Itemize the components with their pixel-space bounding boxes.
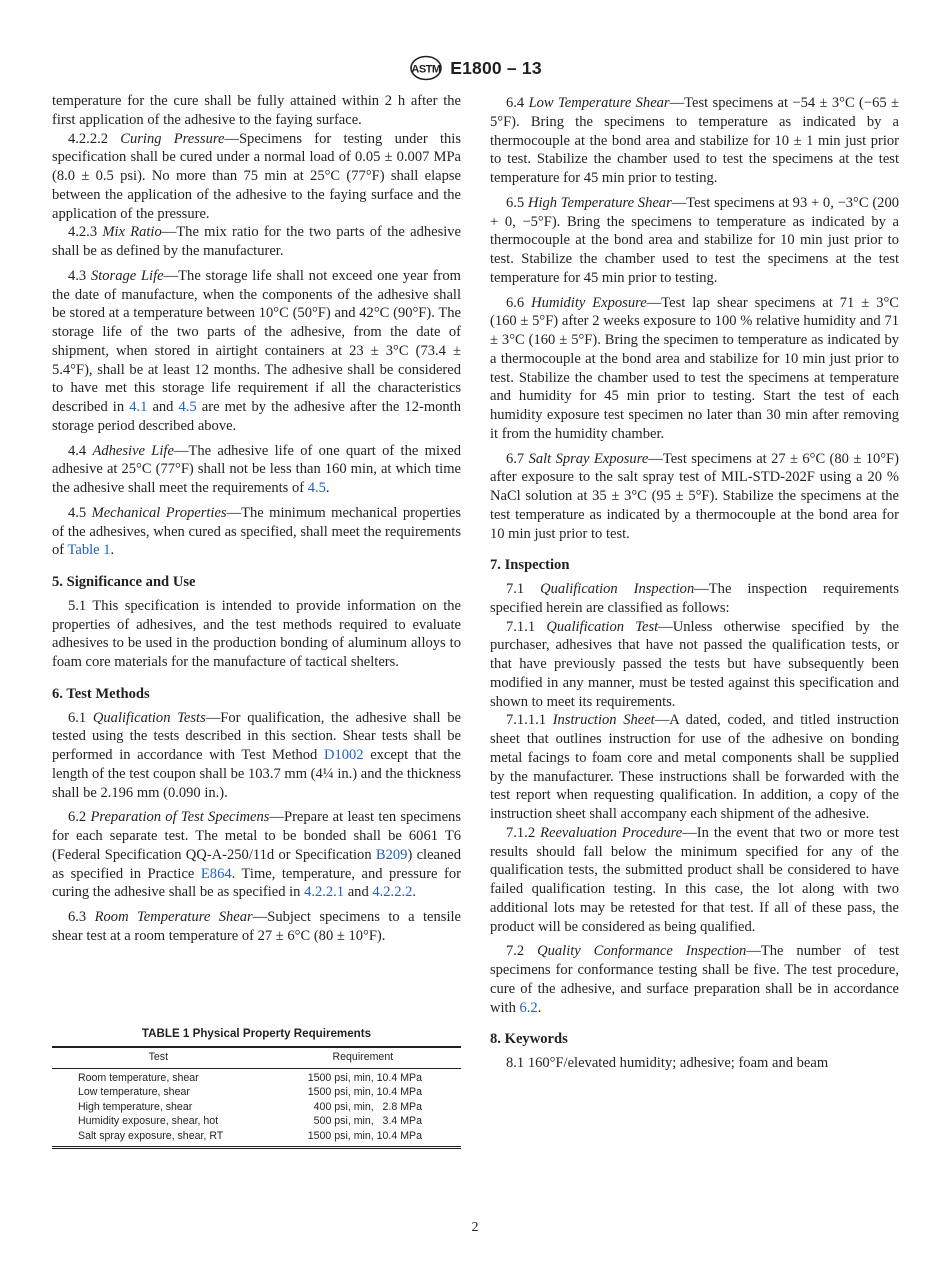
paragraph-6-6 — [490, 294, 899, 444]
paragraph-text: temperature for the cure shall be fully attained within 2 h after the first application of the adhesive to the faying surface. — [52, 93, 461, 128]
section-heading: 7. Inspection — [490, 557, 570, 574]
paragraph-text: . — [110, 542, 115, 559]
paragraph-4-4 — [52, 442, 461, 498]
paragraph-text: 6.3 — [68, 909, 95, 925]
cell-requirement: 1500 psi, min, 10.4 MPa — [307, 1086, 422, 1099]
paragraph-text: 7.1 — [506, 581, 541, 597]
paragraph-6-3 — [52, 908, 461, 946]
section-heading: 5. Significance and Use — [52, 574, 196, 590]
paragraph-text: —Test specimens at 27 ± 6°C (80 ± 10°F) after exposure to the salt spray test of MIL-STD-202F using a 20 % NaCl solution at 35 ± 3°C (95 ± 5°F). Stabilize the specimens at the test temperature as indicated by a thermocouple at the bond area for 10 min just prior to test. — [490, 450, 899, 542]
paragraph-title: Low Temperature Shear — [528, 95, 670, 111]
paragraph-4-5 — [52, 504, 461, 560]
paragraph-text: —For qualification, the adhesive shall be tested using the tests described in this section. Shear tests shall be performed in accordance with Test Method — [52, 709, 461, 763]
cross-reference-link[interactable]: 4.2.2.2 — [372, 884, 413, 901]
cross-reference-link[interactable]: 4.5 — [178, 399, 197, 415]
paragraph-text: —The number of test specimens for conformance testing shall be five. The test procedure, cure of the adhesive, and surface preparation shall be in accordance with — [490, 943, 899, 1016]
cell-test: Low temperature, shear — [78, 1086, 190, 1099]
paragraph-6-1 — [52, 709, 461, 803]
paragraph-text: —In the event that two or more test results should fall below the minimum specified for any of the qualification tests, the submitted product shall be considered to have failed qualification testing. In this case, the lot along with two additional lots may be retested for that test. If all of these pass, the product will be considered as being qualified. — [490, 824, 900, 935]
paragraph-text: —Subject specimens to a tensile shear test at a room temperature of 27 ± 6°C (80 ± 10°F). — [52, 909, 461, 944]
astm-logo-icon — [408, 55, 444, 81]
paragraph-text: —The adhesive life of one quart of the mixed adhesive at 25°C (77°F) shall not be less than 160 min, at which time the adhesive shall meet the requirements of — [52, 442, 461, 496]
paragraph-text: 5.1 This specification is intended to provide information on the properties of adhesives, and the test methods required to evaluate adhesives to be used in the production bonding of aluminum alloys to foam core materials for the manufacture of tactical shelters. — [52, 597, 461, 670]
paragraph-text: —The inspection requirements specified herein are classified as follows: — [490, 581, 899, 616]
paragraph-7-1 — [490, 580, 899, 618]
paragraph-text: 7.1.2 — [506, 824, 541, 841]
cell-requirement: 500 psi, min, 3.4 MPa — [313, 1115, 422, 1128]
paragraph-text: —The storage life shall not exceed one year from the date of manufacture, when the components of the adhesive shall be stored at a temperature between 10°C (50°F) and 42°C (90°F). The storage life of the two parts of the adhesive, from the date of shipment, when stored in airtight containers at 23 ± 3°C (73.4 ± 5.4°F), shall be at least 12 months. The adhesive shall be considered to have met this storage life requirement if all the characteristics described in — [52, 267, 461, 415]
paragraph-6-5 — [490, 194, 899, 288]
paragraph-6-7 — [490, 450, 899, 544]
paragraph-text: 6.4 — [506, 95, 529, 111]
paragraph-text: —Specimens for testing under this specification shall be cured under a normal load of 0.05 ± 0.007 MPa (8.0 ± 0.5 psi). No more than 75 min at 25°C (77°F) shall elapse between the application of the adhesive to the faying surface and the application of the pressure. — [52, 130, 461, 222]
paragraph-text: are met by the adhesive after the 12-month storage period described above. — [52, 399, 461, 434]
paragraph-title: Reevaluation Procedure — [540, 824, 683, 841]
paragraph-text: 6.1 — [68, 709, 93, 726]
cross-reference-link[interactable]: B209 — [375, 846, 408, 863]
cell-test: Salt spray exposure, shear, RT — [78, 1129, 224, 1142]
paragraph-6-4 — [490, 94, 899, 188]
table-row — [52, 1085, 461, 1100]
paragraph-title: Qualification Test — [546, 618, 659, 635]
paragraph-text: 7.1.1.1 — [506, 712, 553, 729]
paragraph-text: 4.5 — [68, 504, 92, 521]
table-header-row — [52, 1047, 461, 1068]
paragraph-text: —A dated, coded, and titled instruction sheet that outlines instruction for use of the adhesive on bonding metal facings to foam core and metal components shall be supplied by the manufacturer. These instructions shall be forwarded with the test report when requesting qualification. In addition, a copy of the instruction sheet shall accompany each shipment of the adhesive. — [490, 712, 899, 822]
paragraph-8-1 — [490, 1054, 899, 1073]
paragraph-title: Storage Life — [90, 267, 164, 284]
left-column — [52, 92, 461, 946]
table-row — [52, 1129, 461, 1147]
paragraph-text: except that the length of the test coupon shall be 103.7 mm (4¼ in.) and the thickness shall be 2.196 mm (0.090 in.). — [52, 747, 461, 801]
paragraph-text: . — [412, 884, 417, 901]
paragraph-title: Adhesive Life — [92, 442, 174, 459]
cross-reference-link[interactable]: Table 1 — [67, 542, 111, 559]
paragraph-text: —The minimum mechanical properties of the adhesives, when cured as specified, shall meet the requirements of — [52, 504, 461, 559]
cross-reference-link[interactable]: 4.5 — [307, 480, 326, 496]
paragraph-text: . Time, temperature, and pressure for curing the adhesive shall be as specified in — [52, 865, 461, 901]
cell-test: Humidity exposure, shear, hot — [78, 1115, 219, 1128]
paragraph-text: ) cleaned as specified in Practice — [52, 846, 461, 882]
paragraph-title: High Temperature Shear — [527, 194, 672, 211]
paragraph-text: 4.3 — [68, 267, 91, 284]
column-header-test: Test — [148, 1051, 169, 1063]
cell-requirement: 1500 psi, min, 10.4 MPa — [307, 1071, 422, 1084]
section-heading: 6. Test Methods — [52, 685, 150, 702]
paragraph-text: 4.2.3 — [68, 224, 103, 241]
paragraph-text: —Unless otherwise specified by the purchaser, adhesives that have not passed the qualification tests, or that have previously passed the tests but have subsequently been modified in any manner, must be tested against this specification and shown to meet its requirements. — [490, 618, 899, 710]
cell-test: High temperature, shear — [78, 1100, 193, 1113]
paragraph-7-1-1-1 — [490, 711, 899, 824]
paragraph-text: . — [537, 999, 542, 1016]
paragraph-text: 4.2.2.2 — [68, 130, 121, 147]
paragraph-7-1-2 — [490, 824, 899, 937]
paragraph-title: Mechanical Properties — [91, 504, 227, 521]
paragraph-6-2 — [52, 808, 461, 902]
cell-requirement: 1500 psi, min, 10.4 MPa — [307, 1129, 422, 1142]
cell-requirement: 400 psi, min, 2.8 MPa — [313, 1100, 422, 1113]
cross-reference-link[interactable]: 6.2 — [519, 999, 538, 1016]
paragraph-title: Salt Spray Exposure — [528, 450, 649, 467]
cross-reference-link[interactable]: 4.2.2.1 — [304, 884, 345, 901]
cell-test: Room temperature, shear — [78, 1071, 199, 1084]
page-number: 2 — [471, 1220, 479, 1235]
paragraph-text: . — [325, 480, 330, 496]
paragraph-text: 6.7 — [506, 450, 529, 467]
paragraph-text: 6.6 — [506, 294, 532, 311]
paragraph-title: Qualification Tests — [92, 709, 206, 726]
document-designation: E1800 – 13 — [450, 57, 542, 78]
table-row — [52, 1100, 461, 1115]
paragraph-text: 4.4 — [68, 442, 93, 459]
paragraph-text: 8.1 160°F/elevated humidity; adhesive; foam and beam — [506, 1055, 829, 1071]
paragraph-title: Mix Ratio — [102, 224, 162, 241]
section-heading: 8. Keywords — [490, 1031, 568, 1048]
paragraph-text: 7.2 — [506, 943, 538, 960]
paragraph-text: —Prepare at least ten specimens for each separate test. The metal to be bonded shall be 6061 T6 (Federal Specification QQ-A-250/11d or Specification — [52, 809, 461, 863]
paragraph-title: Humidity Exposure — [531, 294, 647, 311]
svg-text:ASTM: ASTM — [411, 63, 441, 76]
column-header-requirement: Requirement — [332, 1051, 394, 1063]
paragraph-text: 7.1.1 — [506, 618, 547, 635]
paragraph-text: 6.2 — [68, 809, 91, 826]
paragraph-text: —Test specimens at 93 + 0, −3°C (200 + 0, −5°F). Bring the specimens to temperature as indicated by a thermocouple at the bond area and stabilize for 10 min just prior to test. Stabilize the chamber used to test the specimens at the test temperature for 45 min prior to testing. — [490, 194, 899, 286]
paragraph-title: Room Temperature Shear — [94, 909, 253, 925]
paragraph-title: Preparation of Test Specimens — [90, 809, 270, 826]
cross-reference-link[interactable]: E864 — [200, 865, 232, 882]
cross-reference-link[interactable]: D1002 — [323, 747, 364, 763]
table-row — [52, 1068, 461, 1085]
paragraph-text: 6.5 — [506, 194, 528, 211]
paragraph-text: —Test lap shear specimens at 71 ± 3°C (160 ± 5°F) after 2 weeks exposure to 100 % relative humidity and 71 ± 3°C (160 ± 5°F). Bring the specimen to temperature as indicated by a thermocouple at the bond area and stabilize for 10 min just prior to test. Stabilize the chamber used to test the specimens at temperature and humidity for 45 min prior to testing. Start the test of each humidity exposure test specimen no later than 30 min after removing it from the humidity chamber. — [490, 294, 899, 442]
paragraph-title: Curing Pressure — [120, 130, 225, 147]
paragraph-title: Qualification Inspection — [540, 581, 695, 597]
paragraph-4-2-3 — [52, 223, 461, 261]
table-row — [52, 1114, 461, 1129]
paragraph-text: and — [147, 399, 179, 415]
paragraph-text: —Test specimens at −54 ± 3°C (−65 ± 5°F). Bring the specimens to temperature as indicated by a thermocouple at the bond area and stabilize for 10 ± 1 min just prior to test. Stabilize the chamber used to test the specimens at the test temperature for 45 min prior to testing. — [490, 95, 899, 186]
paragraph-title: Instruction Sheet — [552, 712, 655, 729]
paragraph-4-2-2-2 — [52, 130, 461, 224]
paragraph-7-1-1 — [490, 618, 899, 712]
paragraph-text: and — [344, 884, 373, 901]
paragraph-title: Quality Conformance Inspection — [537, 943, 747, 960]
paragraph-5-1 — [52, 597, 461, 672]
cross-reference-link[interactable]: 4.1 — [129, 399, 148, 415]
table-title: TABLE 1 Physical Property Requirements — [141, 1027, 372, 1040]
paragraph-4-3 — [52, 267, 461, 436]
paragraph-text: —The mix ratio for the two parts of the adhesive shall be as defined by the manufacturer. — [52, 224, 461, 259]
paragraph-7-2 — [490, 942, 899, 1017]
paragraph-continued — [52, 92, 461, 130]
page-header — [0, 55, 950, 86]
physical-property-table — [52, 1027, 461, 1149]
right-column — [490, 94, 899, 1073]
